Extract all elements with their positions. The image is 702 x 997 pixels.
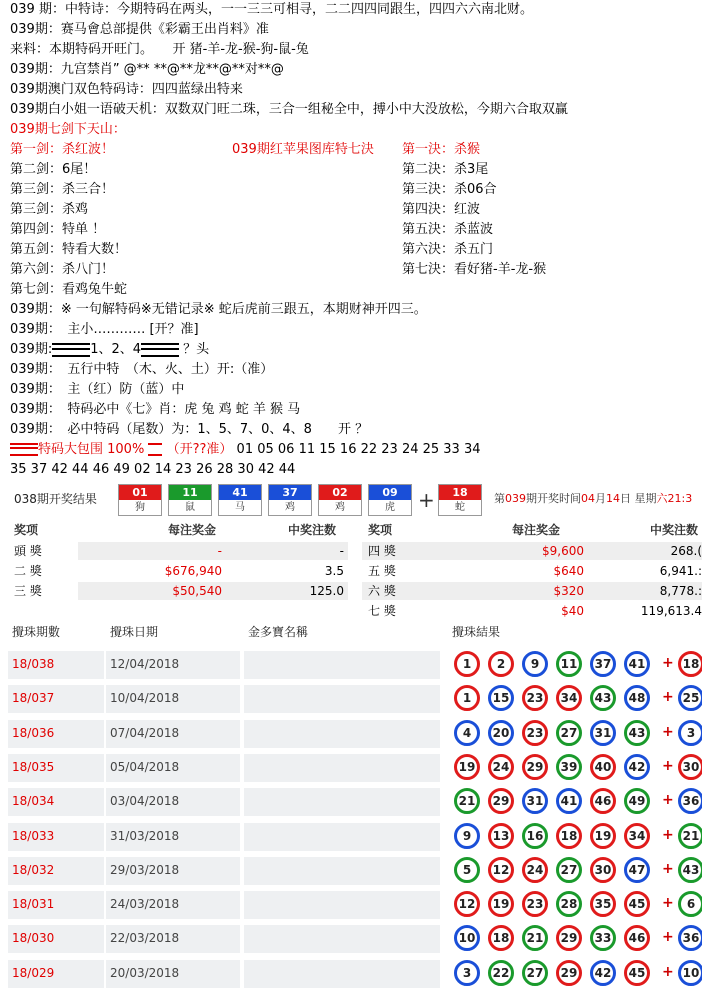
result-ball: 1: [454, 651, 480, 677]
row-cell-bg: [244, 754, 440, 782]
draw-date: 03/04/2018: [110, 794, 180, 809]
result-ball: 30: [590, 857, 616, 883]
text-line-bars: 039期: 1、2、4 ？头: [10, 342, 210, 357]
result-ball: 48: [624, 685, 650, 711]
plus-sign: +: [662, 826, 674, 843]
draw-time: 21:3: [667, 492, 693, 505]
draw-weekday: 六: [656, 492, 668, 505]
plus-sign: +: [662, 723, 674, 740]
table-row: [0, 751, 702, 785]
prize-name: 六 獎: [368, 584, 396, 598]
result-strip: [0, 482, 702, 516]
prize-name: 五 獎: [368, 564, 396, 578]
result-ball: 43: [624, 720, 650, 746]
text-line: 039期澳门双色特码诗：四四蓝绿出特来: [10, 82, 243, 97]
bars-tail: ？头: [183, 342, 210, 357]
text-line: 来料：本期特码开旺门。 开 猪-羊-龙-猴-狗-鼠-兔: [10, 42, 309, 57]
col-header: 攪珠日期: [110, 625, 159, 639]
table-row: [0, 785, 702, 819]
result-ball: 45: [624, 960, 650, 986]
bars-text: 1、2、4: [90, 342, 142, 357]
result-ball: 39: [556, 754, 582, 780]
prize-count: 268.(: [670, 544, 702, 558]
prize-amount: $676,940: [164, 564, 222, 578]
jue-item: 第七決：看好猪-羊-龙-猴: [402, 262, 547, 277]
prize-count: 6,941.:: [659, 564, 702, 578]
result-ball: 13: [488, 823, 514, 849]
text-line: 039期： 主小………… [开？准]: [10, 322, 199, 337]
result-ball: [268, 484, 312, 516]
result-ball: 34: [624, 823, 650, 849]
text-line: 039期： 特码必中《七》肖：虎 兔 鸡 蛇 羊 猴 马: [10, 402, 301, 417]
prize-row: [0, 562, 350, 580]
prize-name: 四 獎: [368, 544, 396, 558]
ball-number: 09: [369, 485, 411, 500]
table-row: [0, 957, 702, 991]
result-ball: 16: [522, 823, 548, 849]
ball-zodiac: 鸡: [335, 502, 345, 513]
sword-item: 第一剑：杀红波！: [10, 142, 115, 157]
plus-sign: +: [662, 655, 674, 671]
result-label: 038期开奖结果: [14, 492, 97, 506]
result-ball: 18: [556, 823, 582, 849]
row-cell-bg: [244, 651, 440, 679]
sword-item: 第二剑：6尾！: [10, 162, 97, 177]
result-ball: 19: [454, 754, 480, 780]
result-ball: 27: [556, 720, 582, 746]
prize-amount: $320: [553, 584, 584, 598]
jue-item: 第五決：杀蓝波: [402, 222, 494, 237]
row-cell-bg: [244, 685, 440, 713]
big-nums: 01 05 06 11 15 16 22 23 24 25 33 34: [236, 442, 481, 457]
result-ball: [368, 484, 412, 516]
draw-date: 07/04/2018: [110, 725, 180, 740]
result-ball: 1: [454, 685, 480, 711]
row-cell-bg: [244, 788, 440, 816]
result-ball: 5: [454, 857, 480, 883]
col-header: 奖项: [14, 523, 39, 537]
result-ball: 24: [488, 754, 514, 780]
special-ball: 21: [678, 823, 702, 849]
ball-number: 41: [219, 485, 261, 500]
result-ball: 42: [624, 754, 650, 780]
prize-count: 125.0: [309, 584, 344, 598]
result-ball: 4: [454, 720, 480, 746]
prize-row: [362, 602, 702, 620]
result-ball: 19: [488, 891, 514, 917]
prize-amount: $50,540: [172, 584, 222, 598]
prize-row: [0, 582, 350, 600]
bars-glyph: [141, 343, 179, 357]
result-ball: [318, 484, 362, 516]
ball-number: 37: [269, 485, 311, 500]
draw-period: 18/035: [12, 759, 55, 774]
special-ball: 43: [678, 857, 702, 883]
result-ball: 23: [522, 685, 548, 711]
result-ball: 23: [522, 720, 548, 746]
result-ball: 15: [488, 685, 514, 711]
result-ball: 46: [590, 788, 616, 814]
result-ball: 22: [488, 960, 514, 986]
result-ball: 21: [454, 788, 480, 814]
result-ball: 29: [488, 788, 514, 814]
prize-amount: -: [217, 544, 222, 558]
big-open: （开??准）: [166, 442, 233, 457]
special-ball: 3: [678, 720, 702, 746]
sword-title: 039期七剑下天山：: [10, 122, 126, 137]
special-ball: 36: [678, 925, 702, 951]
result-ball: 20: [488, 720, 514, 746]
col-header: 奖项: [368, 523, 393, 537]
prize-count: 3.5: [324, 564, 344, 578]
result-ball: 27: [556, 857, 582, 883]
special-ball: 10: [678, 960, 702, 986]
row-cell-bg: [244, 823, 440, 851]
result-ball: 33: [590, 925, 616, 951]
col-header: 金多寶名稱: [248, 625, 309, 639]
row-cell-bg: [244, 891, 440, 919]
bars-glyph: [52, 343, 90, 357]
jue-title: 039期红苹果图库特七決: [232, 142, 374, 157]
col-header: 攪珠結果: [452, 625, 501, 639]
ball-number: 01: [119, 485, 161, 500]
prize-amount: $9,600: [542, 544, 584, 558]
result-ball: 37: [590, 651, 616, 677]
result-ball: 35: [590, 891, 616, 917]
prize-row: [362, 542, 702, 560]
plus-sign: +: [662, 963, 674, 980]
result-ball: 21: [522, 925, 548, 951]
jue-item: 第二決：杀3尾: [402, 162, 489, 177]
table-row: [0, 820, 702, 854]
prize-row: [0, 542, 350, 560]
result-ball: 40: [590, 754, 616, 780]
result-ball: 42: [590, 960, 616, 986]
next-draw-time: [494, 490, 692, 506]
result-ball: [168, 484, 212, 516]
draw-date: 24/03/2018: [110, 897, 180, 912]
ball-zodiac: 马: [235, 502, 245, 513]
ball-number: 02: [319, 485, 361, 500]
result-ball: 12: [488, 857, 514, 883]
text-line: 039 期：中特诗：今期特码在两头，一一三三可相寻，二二四四同跟生，四四六六南北财。: [10, 2, 533, 17]
draw-date: 22/03/2018: [110, 931, 180, 946]
sword-item: 第四剑：特单 ！: [10, 222, 106, 237]
prize-name: 三 獎: [14, 584, 42, 598]
result-ball: 41: [556, 788, 582, 814]
row-cell-bg: [244, 960, 440, 988]
sword-item: 第三剑：杀鸡: [10, 202, 89, 217]
draw-date: 05/04/2018: [110, 759, 180, 774]
result-ball: 43: [590, 685, 616, 711]
result-ball: 2: [488, 651, 514, 677]
ball-zodiac: 蛇: [455, 502, 465, 513]
result-ball: 10: [454, 925, 480, 951]
draw-text: 期开奖时间: [526, 492, 581, 505]
result-ball: 9: [454, 823, 480, 849]
ball-number: 11: [169, 485, 211, 500]
draw-text: 第: [494, 492, 505, 505]
col-header: 每注奖金: [168, 523, 217, 537]
big-nums-line: 35 37 42 44 46 49 02 14 23 26 28 30 42 44: [10, 462, 296, 477]
text-line: 039期： 主（红）防（蓝）中: [10, 382, 185, 397]
plus-sign: +: [662, 929, 674, 946]
prize-count: -: [339, 544, 344, 558]
result-ball: 24: [522, 857, 548, 883]
result-ball: 41: [624, 651, 650, 677]
plus-sign: +: [662, 689, 674, 706]
table-row: [0, 888, 702, 922]
ball-zodiac: 狗: [135, 502, 145, 513]
result-ball: 31: [590, 720, 616, 746]
result-ball: 49: [624, 788, 650, 814]
draw-period: 18/038: [12, 657, 55, 671]
special-ball: 30: [678, 754, 702, 780]
prize-count: 8,778.:: [659, 584, 702, 598]
result-ball: 46: [624, 925, 650, 951]
result-ball: 29: [556, 925, 582, 951]
draw-date: 29/03/2018: [110, 862, 180, 877]
special-ball: 6: [678, 891, 702, 917]
draw-period: 18/036: [12, 725, 55, 740]
table-row: [0, 648, 702, 682]
row-cell-bg: [244, 925, 440, 953]
draw-period: 18/031: [12, 897, 55, 912]
prize-row: [362, 582, 702, 600]
draw-date: 20/03/2018: [110, 965, 180, 980]
draw-day: 14: [606, 492, 620, 505]
jue-item: 第四決：红波: [402, 202, 481, 217]
row-cell-bg: [244, 857, 440, 885]
draw-period: 18/032: [12, 862, 55, 877]
result-ball: 29: [556, 960, 582, 986]
col-header: 攪珠期數: [12, 625, 61, 639]
prize-name: 二 獎: [14, 564, 42, 578]
col-header: 每注奖金: [512, 523, 561, 537]
result-ball: 3: [454, 960, 480, 986]
result-ball: [118, 484, 162, 516]
draw-period: 18/034: [12, 794, 55, 809]
col-header: 中奖注数: [288, 523, 337, 537]
sword-item: 第三剑：杀三合！: [10, 182, 115, 197]
ball-zodiac: 鼠: [185, 502, 195, 513]
prize-name: 七 獎: [368, 604, 396, 618]
result-ball: [218, 484, 262, 516]
prize-amount: $40: [561, 604, 584, 618]
prize-count: 119,613.4: [640, 604, 702, 618]
result-ball: 19: [590, 823, 616, 849]
text-line: 039期：九宫禁肖” @** **@**龙**@**对**@: [10, 62, 284, 77]
result-ball: 12: [454, 891, 480, 917]
draw-period: 18/033: [12, 828, 55, 843]
result-ball: 28: [556, 891, 582, 917]
draw-period: 18/029: [12, 965, 55, 980]
text-line: 039期：※ 一句解特码※无错记录※ 蛇后虎前三跟五，本期财神开四三。: [10, 302, 427, 317]
col-header: 中奖注数: [650, 523, 699, 537]
jue-item: 第三決：杀06合: [402, 182, 497, 197]
special-ball: 18: [678, 651, 702, 677]
sword-item: 第五剑：特看大数！: [10, 242, 128, 257]
draw-text: 日 星期: [620, 492, 657, 505]
table-row: [0, 854, 702, 888]
result-ball: 29: [522, 754, 548, 780]
big-title: 特码大包围 100%: [38, 442, 145, 457]
big-package-line: [10, 440, 481, 460]
result-ball: 34: [556, 685, 582, 711]
result-ball: 31: [522, 788, 548, 814]
result-ball: 47: [624, 857, 650, 883]
special-ball: 36: [678, 788, 702, 814]
draw-month: 04: [581, 492, 595, 505]
ball-zodiac: 鸡: [285, 502, 295, 513]
result-ball: 9: [522, 651, 548, 677]
row-cell-bg: [244, 720, 440, 748]
ball-number: 18: [439, 485, 481, 500]
sword-item: 第六剑：杀八门！: [10, 262, 115, 277]
draw-date: 10/04/2018: [110, 691, 180, 706]
prize-name: 頭 獎: [14, 544, 42, 558]
draw-period: 18/030: [12, 931, 55, 946]
draw-date: 12/04/2018: [110, 657, 180, 671]
prize-row: [362, 562, 702, 580]
jue-item: 第六決：杀五门: [402, 242, 494, 257]
plus-sign: +: [662, 895, 674, 912]
result-ball: 45: [624, 891, 650, 917]
table-row: [0, 682, 702, 716]
text-line: 039期白小姐一语破天机：双数双门旺二珠，三合一组秘全中，搏小中大没放松，今期六合取双赢: [10, 102, 568, 117]
plus-sign: +: [662, 757, 674, 774]
text-line: 039期：赛马會总部提供《彩霸王出肖料》准: [10, 22, 269, 37]
plus-sign: +: [662, 860, 674, 877]
result-special-ball: [438, 484, 482, 516]
table-row: [0, 717, 702, 751]
red-bars-glyph: [148, 443, 162, 456]
red-bars-glyph: [10, 443, 38, 456]
draw-text: 月: [595, 492, 606, 505]
result-ball: 27: [522, 960, 548, 986]
plus-sign: +: [418, 488, 435, 512]
text-line: 039期： 必中特码（尾数）为：1、5、7、0、4、8 开 ？: [10, 422, 369, 437]
result-ball: 18: [488, 925, 514, 951]
special-ball: 25: [678, 685, 702, 711]
draw-date: 31/03/2018: [110, 828, 180, 843]
draw-period: 18/037: [12, 691, 55, 706]
result-ball: 11: [556, 651, 582, 677]
draw-period: 039: [505, 492, 526, 505]
sword-item: 第七剑：看鸡兔牛蛇: [10, 282, 128, 297]
jue-item: 第一決：杀猴: [402, 142, 481, 157]
prize-amount: $640: [553, 564, 584, 578]
table-row: [0, 922, 702, 956]
plus-sign: +: [662, 792, 674, 809]
ball-zodiac: 虎: [385, 502, 395, 513]
text-line: 039期： 五行中特 （木、火、土）开:（准）: [10, 362, 274, 377]
result-ball: 23: [522, 891, 548, 917]
